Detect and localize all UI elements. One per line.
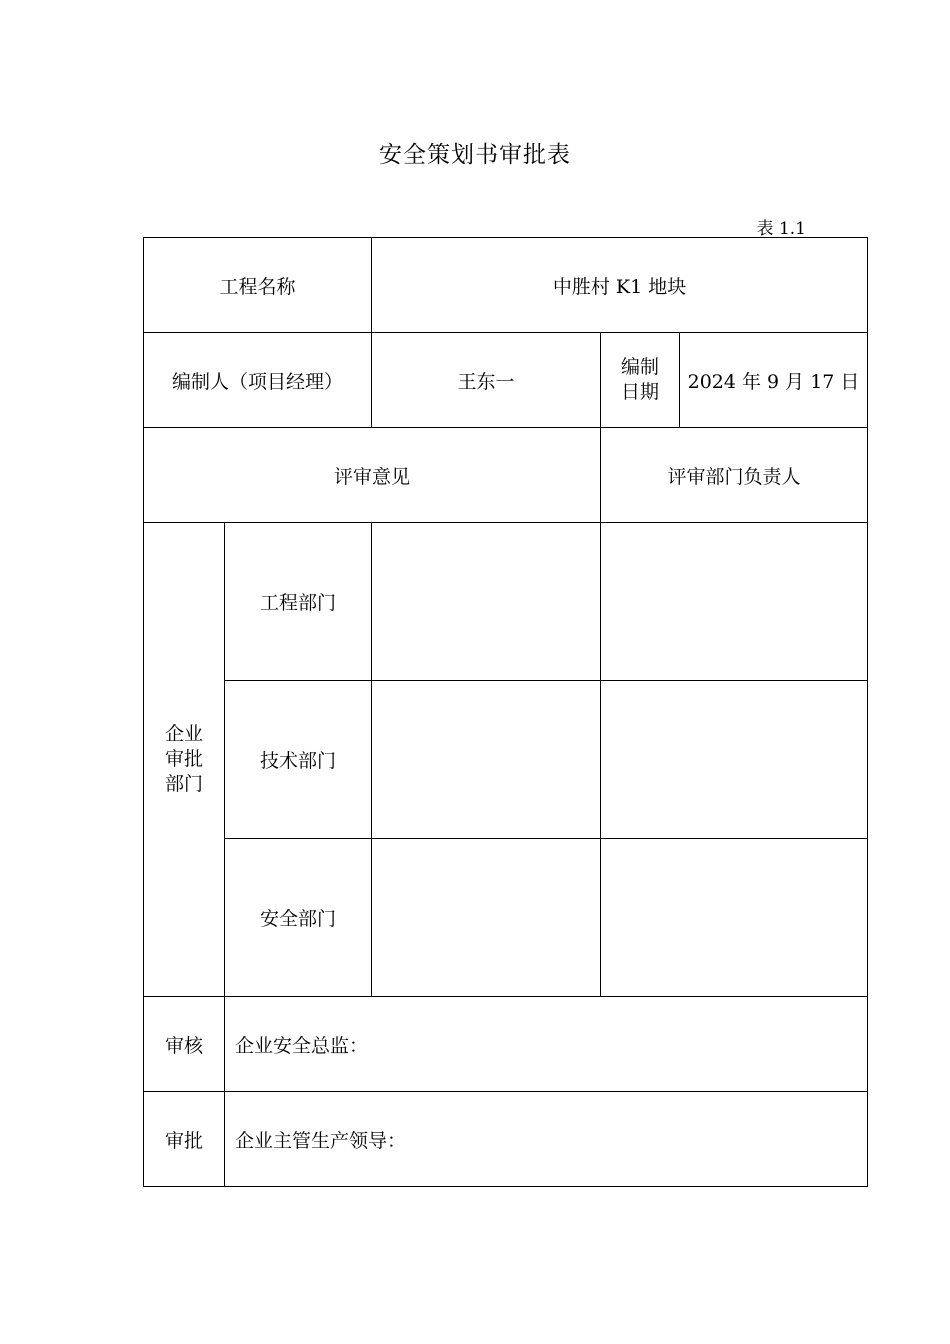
approval-table	[143, 237, 868, 1187]
date-label-line-2: 日期	[621, 381, 660, 403]
project-name-label: 工程名称	[144, 238, 372, 333]
table-number: 表 1.1	[756, 219, 806, 239]
date-value: 2024 年 9 月 17 日	[680, 333, 868, 428]
enterprise-dept-line-3: 部门	[164, 773, 203, 795]
approve-text[interactable]: 企业主管生产领导：	[225, 1092, 868, 1187]
enterprise-dept-label	[144, 523, 225, 997]
safety-head-cell[interactable]	[601, 839, 868, 997]
safety-dept-label: 安全部门	[225, 839, 372, 997]
row-review-header	[144, 428, 868, 523]
row-audit	[144, 997, 868, 1092]
enterprise-dept-line-1: 企业	[164, 723, 203, 745]
engineering-head-cell[interactable]	[601, 523, 868, 681]
approve-label: 审批	[144, 1092, 225, 1187]
page-title: 安全策划书审批表	[379, 142, 571, 168]
row-approve	[144, 1092, 868, 1187]
safety-opinion-cell[interactable]	[372, 839, 601, 997]
review-opinion-label: 评审意见	[144, 428, 601, 523]
row-technical-dept	[144, 681, 868, 839]
row-engineering-dept	[144, 523, 868, 681]
review-head-label: 评审部门负责人	[601, 428, 868, 523]
technical-opinion-cell[interactable]	[372, 681, 601, 839]
row-safety-dept	[144, 839, 868, 997]
engineering-opinion-cell[interactable]	[372, 523, 601, 681]
enterprise-dept-line-2: 审批	[164, 748, 203, 770]
project-name-value: 中胜村 K1 地块	[372, 238, 868, 333]
engineering-dept-label: 工程部门	[225, 523, 372, 681]
audit-text[interactable]: 企业安全总监：	[225, 997, 868, 1092]
audit-label: 审核	[144, 997, 225, 1092]
row-compiler	[144, 333, 868, 428]
row-project-name	[144, 238, 868, 333]
compiler-value: 王东一	[372, 333, 601, 428]
technical-dept-label: 技术部门	[225, 681, 372, 839]
date-label-line-1: 编制	[621, 356, 660, 378]
compiler-label: 编制人（项目经理）	[144, 333, 372, 428]
date-label	[601, 333, 680, 428]
technical-head-cell[interactable]	[601, 681, 868, 839]
